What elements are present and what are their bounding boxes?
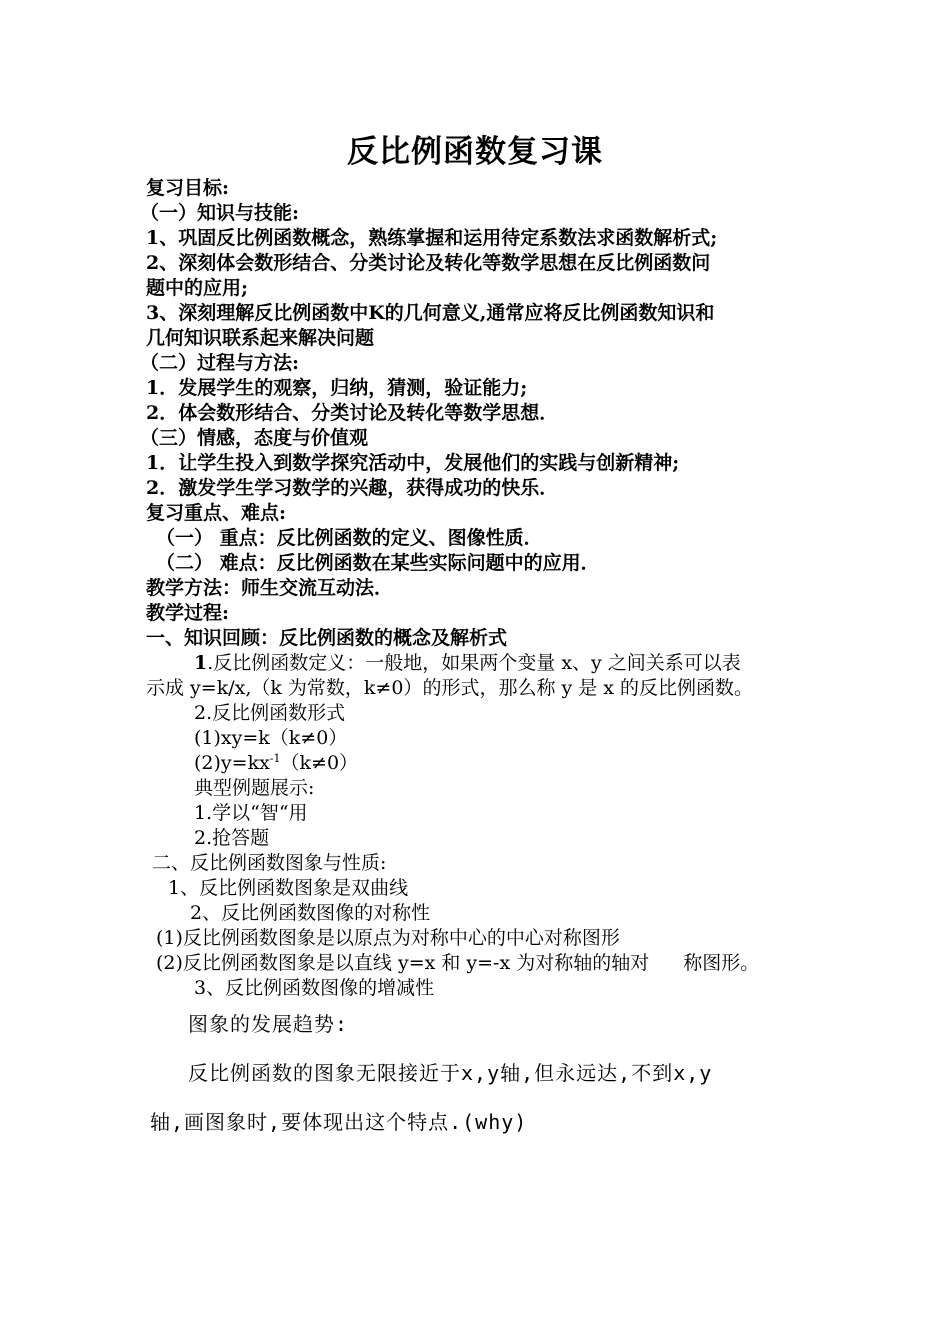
objectives-part3: （三）情感，态度与价值观 bbox=[140, 427, 369, 449]
property-2-2 bbox=[156, 951, 759, 975]
definition-line-1 bbox=[194, 651, 741, 675]
property-2: 2、反比例函数图像的对称性 bbox=[190, 902, 431, 924]
property-2-1: (1)反比例函数图象是以原点为对称中心的中心对称图形 bbox=[156, 927, 620, 949]
page-title: 反比例函数复习课 bbox=[347, 134, 603, 170]
emotion-item-2: 2．激发学生学习数学的兴趣，获得成功的快乐． bbox=[146, 477, 559, 499]
form-2-condition: （k≠0） bbox=[280, 752, 359, 774]
form-2-exponent: -1 bbox=[269, 752, 281, 765]
teaching-method: 教学方法：师生交流互动法． bbox=[146, 577, 394, 599]
property-3: 3、反比例函数图像的增减性 bbox=[194, 977, 435, 999]
form-1: (1)xy=k（k≠0） bbox=[194, 727, 348, 749]
example-1: 1.学以“智“用 bbox=[194, 802, 308, 824]
trend-heading: 图象的发展趋势: bbox=[188, 1012, 349, 1036]
objective-item-3b: 几何知识联系起来解决问题 bbox=[146, 327, 375, 349]
emotion-item-1: 1．让学生投入到数学探究活动中，发展他们的实践与创新精神; bbox=[146, 452, 680, 474]
example-2: 2.抢答题 bbox=[194, 827, 270, 849]
property-2-2-end: 称图形。 bbox=[683, 952, 760, 974]
objectives-part2: （二）过程与方法: bbox=[140, 352, 300, 374]
focus-difficulty: （二） 难点：反比例函数在某些实际问题中的应用． bbox=[156, 552, 600, 574]
form-2 bbox=[194, 751, 358, 775]
trend-line-1: 反比例函数的图象无限接近于x,y轴,但永远达,不到x,y bbox=[188, 1061, 713, 1085]
examples-heading: 典型例题展示: bbox=[194, 777, 315, 799]
property-1: 1、反比例函数图象是双曲线 bbox=[168, 877, 409, 899]
section-1-heading: 一、知识回顾：反比例函数的概念及解析式 bbox=[146, 627, 508, 649]
definition-line-2: 示成 y=k/x,（k 为常数，k≠0）的形式，那么称 y 是 x 的反比例函数。 bbox=[146, 677, 754, 699]
objectives-heading: 复习目标: bbox=[146, 177, 230, 199]
process-item-1: 1．发展学生的观察，归纳，猜测，验证能力; bbox=[146, 377, 528, 399]
section-2-heading: 二、反比例函数图象与性质: bbox=[152, 852, 387, 874]
definition-number: 1 bbox=[194, 652, 208, 674]
objective-item-3a: 3、深刻理解反比例函数中K的几何意义,通常应将反比例函数知识和 bbox=[146, 302, 715, 324]
definition-text: .反比例函数定义：一般地，如果两个变量 x、y 之间关系可以表 bbox=[207, 652, 741, 674]
objective-item-2b: 题中的应用; bbox=[146, 277, 249, 299]
trend-line-2: 轴,画图象时,要体现出这个特点.(why) bbox=[150, 1110, 528, 1134]
process-heading: 教学过程: bbox=[146, 602, 230, 624]
forms-heading: 2.反比例函数形式 bbox=[194, 702, 346, 724]
focus-key: （一） 重点：反比例函数的定义、图像性质． bbox=[156, 527, 543, 549]
process-item-2: 2．体会数形结合、分类讨论及转化等数学思想． bbox=[146, 402, 559, 424]
property-2-2-text: (2)反比例函数图象是以直线 y=x 和 y=-x 为对称轴的轴对 bbox=[156, 952, 650, 974]
objective-item-2a: 2、深刻体会数形结合、分类讨论及转化等数学思想在反比例函数问 bbox=[146, 252, 711, 274]
form-2-base: (2)y=kx bbox=[194, 752, 270, 774]
objective-item-1: 1、巩固反比例函数概念，熟练掌握和运用待定系数法求函数解析式; bbox=[146, 227, 718, 249]
focus-heading: 复习重点、难点: bbox=[146, 502, 287, 524]
objectives-part1: （一）知识与技能: bbox=[140, 202, 300, 224]
